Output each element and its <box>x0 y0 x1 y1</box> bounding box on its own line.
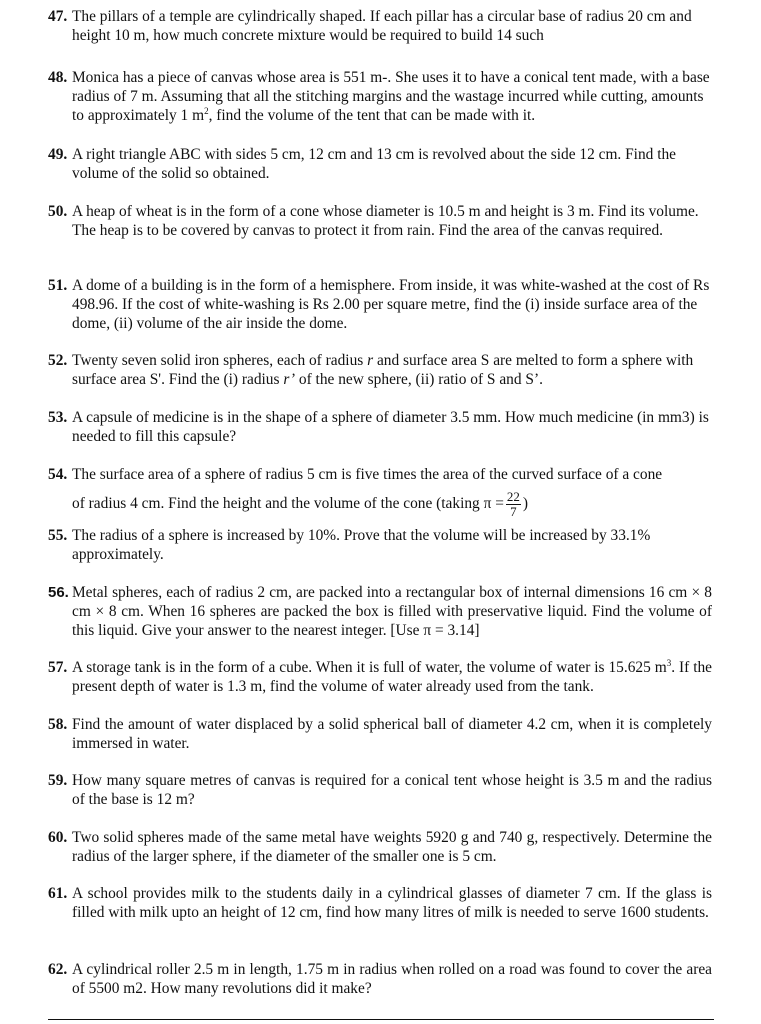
question-text: A right triangle ABC with sides 5 cm, 12 cm and 13 cm is revolved about the side 12 cm. Find the volume of the solid so obtained. <box>72 146 676 182</box>
bottom-divider <box>48 1019 714 1020</box>
question-number: 59. <box>48 772 68 789</box>
question-number: 49. <box>48 146 68 163</box>
question-text: The radius of a sphere is increased by 10%. Prove that the volume will be increased by 33.1% approximately. <box>72 527 651 563</box>
question-47 <box>48 7 712 45</box>
question-number: 50. <box>48 203 68 220</box>
question-text: Metal spheres, each of radius 2 cm, are packed into a rectangular box of internal dimensions 16 cm × 8 cm × 8 cm. When 16 spheres are packed the box is filled with preservative liquid. Find the volume of this liquid. Give your answer to the nearest integer. [Use π = 3.14] <box>72 584 712 639</box>
variable-r: r <box>367 352 374 369</box>
question-49 <box>48 145 712 183</box>
question-number: 57. <box>48 659 68 676</box>
question-60 <box>48 828 712 866</box>
question-62 <box>48 960 712 998</box>
question-text: A storage tank is in the form of a cube. When it is full of water, the volume of water is 15.625 $m^3$. If the present depth of water is 1.3 m, find the volume of water already used from the tank. <box>72 657 712 695</box>
question-text: Two solid spheres made of the same metal have weights 5920 g and 740 g, respectively. Determine the radius of the larger sphere, if the diameter of the smaller one is 5 cm. <box>72 829 712 865</box>
question-52 <box>48 351 712 389</box>
question-56 <box>48 583 712 640</box>
question-53 <box>48 408 712 446</box>
question-text: The surface area of a sphere of radius 5 cm is five times the area of the curved surface of a cone of radius 4 cm. Find the height and the volume of the cone (taking π = $\frac{22}{7}$ ) <box>72 466 663 519</box>
question-text: A capsule of medicine is in the shape of a sphere of diameter 3.5 mm. How much medicine (in mm3) is needed to fill this capsule? <box>72 409 709 445</box>
question-text: A heap of wheat is in the form of a cone whose diameter is 10.5 m and height is 3 m. Find its volume. The heap is to be covered by canvas to protect it from rain. Find the area of the canvas required. <box>72 203 699 239</box>
question-text: Find the amount of water displaced by a solid spherical ball of diameter 4.2 cm, when it is completely immersed in water. <box>72 716 712 752</box>
variable-r-prime: r’ <box>283 371 296 388</box>
question-number: 47. <box>48 8 68 25</box>
question-number: 62. <box>48 961 68 978</box>
question-57 <box>48 658 712 696</box>
question-number: 54. <box>48 466 68 483</box>
question-number: 53. <box>48 409 68 426</box>
question-text: Monica has a piece of canvas whose area is 551 m-. She uses it to have a conical tent made, with a base radius of 7 m. Assuming that all the stitching margins and the wastage incurred while cutting, amounts to approximately 1 $m^2$, find the volume of the tent that can be made with it. <box>72 69 710 124</box>
question-48 <box>48 68 712 125</box>
question-text: How many square metres of canvas is required for a conical tent whose height is 3.5 m and the radius of the base is 12 m? <box>72 772 712 808</box>
question-text: A dome of a building is in the form of a hemisphere. From inside, it was white-washed at the cost of Rs 498.96. If the cost of white-washing is Rs 2.00 per square metre, find the (i) inside surface area of the dome, (ii) volume of the air inside the dome. <box>72 277 710 332</box>
question-text: A school provides milk to the students daily in a cylindrical glasses of diameter 7 cm. If the glass is filled with milk upto an height of 12 cm, find how many litres of milk is needed to serve 1600 students. <box>72 885 712 921</box>
question-number: 60. <box>48 829 68 846</box>
question-number: 55. <box>48 527 68 544</box>
question-text: The pillars of a temple are cylindrically shaped. If each pillar has a circular base of radius 20 cm and height 10 m, how much concrete mixture would be required to build 14 such <box>72 8 692 44</box>
question-text: A cylindrical roller 2.5 m in length, 1.75 m in radius when rolled on a road was found to cover the area of 5500 m2. How many revolutions did it make? <box>72 961 712 997</box>
question-55 <box>48 526 712 564</box>
question-59 <box>48 771 712 809</box>
question-number: 61. <box>48 885 68 902</box>
question-number: 48. <box>48 69 68 86</box>
question-50 <box>48 202 712 240</box>
question-number: 58. <box>48 716 68 733</box>
fraction-22-7: $\frac{22}{7}$ <box>506 489 520 519</box>
question-number: 51. <box>48 277 68 294</box>
question-text: Twenty seven solid iron spheres, each of radius r and surface area S are melted to form a sphere with surface area S'. Find the (i) radius r’ of the new sphere, (ii) ratio of S and S’. <box>72 352 694 388</box>
question-number: 56. <box>48 584 69 601</box>
superscript: 2 <box>204 105 209 116</box>
superscript: 3 <box>666 657 672 668</box>
question-51 <box>48 276 712 333</box>
question-61 <box>48 884 712 922</box>
question-54 <box>48 465 712 519</box>
question-58 <box>48 715 712 753</box>
question-number: 52. <box>48 352 68 369</box>
